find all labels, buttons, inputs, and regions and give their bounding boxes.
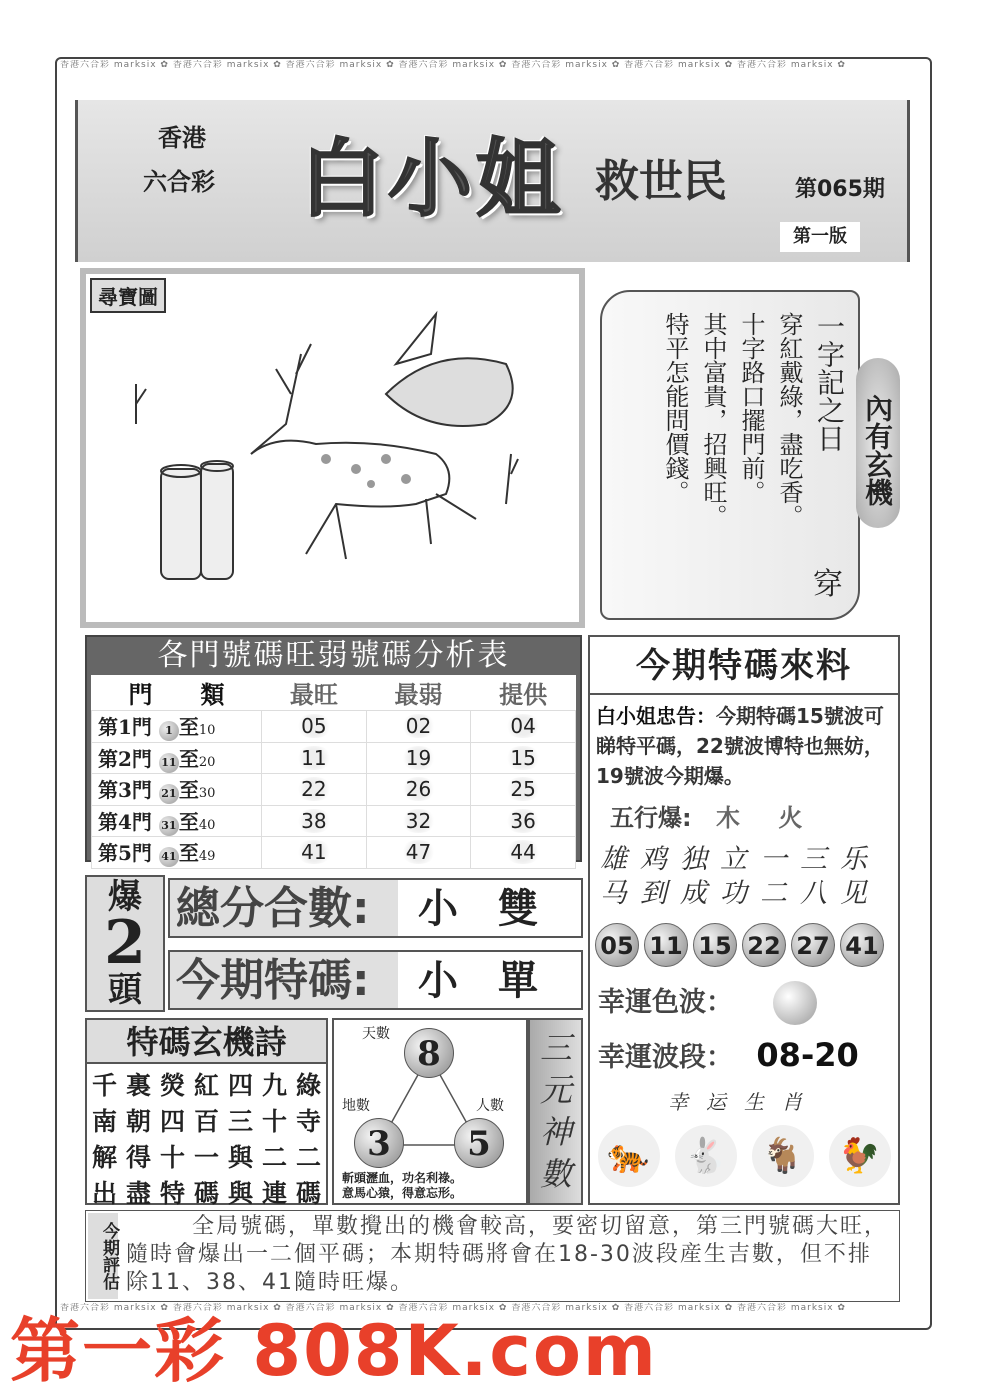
lucky-range [598, 1035, 859, 1078]
poem-char: 碼 [295, 1179, 321, 1208]
number-ball: 41 [840, 923, 884, 967]
range-from: 1 [159, 721, 179, 741]
strong-number: 38 [295, 809, 332, 833]
riddle-answer: 穿 [813, 567, 843, 602]
poem-char: 九 [261, 1071, 287, 1100]
lucky-range-label: 幸運波段： [598, 1042, 733, 1073]
offer-cell [471, 742, 576, 774]
number-ball: 27 [791, 923, 835, 967]
special-code-row [168, 950, 583, 1010]
earth-number: 3 [354, 1118, 404, 1168]
range-to: 10 [198, 723, 216, 739]
human-number: 5 [454, 1118, 504, 1168]
treasure-map-panel [80, 268, 585, 628]
offer-cell [471, 837, 576, 869]
riddle-line: 其中富貴，招興旺。 [699, 312, 727, 528]
offer-number: 25 [504, 777, 541, 801]
poem-line [88, 1102, 326, 1138]
heaven-label: 天數 [362, 1026, 390, 1042]
poem-char: 與 [227, 1179, 253, 1208]
analysis-table [85, 635, 582, 866]
strong-number: 05 [295, 714, 332, 738]
riddle-line: 特平怎能問價錢。 [661, 312, 689, 504]
poem-char: 十 [159, 1143, 185, 1172]
poem-char: 綠 [295, 1071, 321, 1100]
zodiac-icon: 🐇 [675, 1125, 737, 1187]
lucky-zodiac-label: 幸运生肖 [668, 1090, 820, 1114]
zodiac-icon: 🐅 [598, 1125, 660, 1187]
gate-label: 第5門 [98, 841, 152, 866]
poem-char: 千 [91, 1071, 117, 1100]
table-row [92, 805, 576, 837]
hidden-meaning-badge: 內有玄機 [856, 358, 900, 528]
poem-line [88, 1066, 326, 1102]
range-to-label: 至 [178, 746, 199, 771]
total-sum-row [168, 878, 583, 938]
table-row [92, 711, 576, 743]
human-label: 人數 [476, 1098, 504, 1114]
range-to: 30 [198, 786, 216, 802]
offer-number: 04 [504, 714, 541, 738]
poem-char: 四 [159, 1107, 185, 1136]
analysis-table-title: 各門號碼旺弱號碼分析表 [157, 638, 510, 673]
burst-number: 2 [104, 908, 146, 978]
zodiac-icon: 🐓 [829, 1125, 891, 1187]
col-header: 最旺 [289, 681, 338, 709]
advice [596, 701, 894, 791]
gate-cell [92, 837, 262, 869]
offer-number: 15 [504, 746, 541, 770]
poem-title: 特碼玄機詩 [87, 1020, 326, 1064]
poem-char: 朝 [125, 1107, 151, 1136]
offer-number: 44 [504, 840, 541, 864]
poem-char: 百 [193, 1107, 219, 1136]
strong-cell [262, 837, 367, 869]
issue-number: 第065期 [795, 177, 885, 202]
evaluation-text: 全局號碼，單數攪出的機會較高，要密切留意，第三門號碼大旺，隨時會爆出一二個平碼；本期特碼將會在18-30波段産生吉數，但不排除11、38、41隨時旺爆。 [126, 1214, 889, 1295]
range-to: 40 [198, 817, 216, 833]
range-from: 31 [159, 816, 179, 836]
riddle-text [655, 312, 845, 602]
triad-side-title: 三元神數 [528, 1018, 583, 1205]
deer-illustration [86, 274, 579, 622]
weak-number: 32 [400, 809, 437, 833]
burst-bottom: 頭 [108, 970, 142, 1010]
range-to-label: 至 [178, 715, 199, 740]
weak-cell [366, 711, 471, 743]
poem-char: 三 [227, 1107, 253, 1136]
poem-char: 連 [261, 1179, 287, 1208]
header-region: 香港 [158, 123, 206, 152]
gate-label: 第4門 [98, 809, 152, 834]
poem-char: 紅 [193, 1071, 219, 1100]
weak-number: 19 [400, 746, 437, 770]
strong-cell [262, 742, 367, 774]
strong-cell [262, 711, 367, 743]
gate-label: 第1門 [98, 715, 152, 740]
triad-phrases [342, 1171, 462, 1201]
poem-char: 南 [91, 1107, 117, 1136]
riddle-line: 十字路口擺門前。 [737, 312, 765, 504]
edition-badge: 第一版 [780, 222, 860, 252]
strong-number: 22 [295, 777, 332, 801]
riddle-line: 穿紅戴綠，盡吃香。 [775, 312, 803, 528]
advice-label: 白小姐忠告： [596, 704, 716, 728]
gate-cell [92, 805, 262, 837]
offer-cell [471, 774, 576, 806]
gate-cell [92, 742, 262, 774]
weak-cell [366, 742, 471, 774]
recommended-numbers [595, 923, 889, 967]
brand-title: 白小姐 [300, 130, 565, 228]
weak-cell [366, 774, 471, 806]
poem-char: 解 [91, 1143, 117, 1172]
riddle-first-column [811, 312, 845, 602]
element: 火 [778, 804, 803, 832]
weak-cell [366, 805, 471, 837]
strong-number: 11 [295, 746, 332, 770]
total-sum-value: 小雙 [418, 886, 578, 932]
poem-line [88, 1138, 326, 1174]
verse-line: 马到成功二八见 [600, 878, 880, 909]
triad-phrase: 意馬心猿，得意忘形。 [342, 1186, 463, 1200]
number-ball: 05 [595, 923, 639, 967]
poem-char: 熒 [159, 1071, 185, 1100]
evaluation-label: 今期評估 [88, 1213, 118, 1299]
poem-char: 出 [91, 1179, 117, 1208]
burst-top: 爆 [108, 877, 142, 917]
table-row [92, 742, 576, 774]
offer-cell [471, 711, 576, 743]
poem-char: 碼 [193, 1179, 219, 1208]
special-info-panel [588, 635, 900, 1205]
col-header: 門 類 [128, 681, 225, 709]
range-to: 49 [198, 849, 216, 865]
number-ball: 22 [742, 923, 786, 967]
triad-panel [332, 1018, 528, 1205]
offer-cell [471, 805, 576, 837]
element: 木 [715, 804, 740, 832]
lucky-color-label: 幸運色波： [598, 987, 733, 1018]
triad-phrase: 斬頭瀝血，功名利祿。 [342, 1171, 463, 1185]
strong-cell [262, 774, 367, 806]
range-to-label: 至 [178, 841, 199, 866]
col-header: 提供 [499, 681, 548, 709]
poem-char: 四 [227, 1071, 253, 1100]
range-to-label: 至 [178, 778, 199, 803]
strong-cell [262, 805, 367, 837]
lucky-zodiacs [590, 1125, 898, 1187]
special-code-value: 小單 [418, 958, 578, 1004]
number-ball: 11 [644, 923, 688, 967]
weak-cell [366, 837, 471, 869]
site-watermark: 第一彩 808K.com [10, 1310, 658, 1392]
poem-char: 二 [261, 1143, 287, 1172]
earth-label: 地數 [342, 1098, 370, 1114]
watermark-strip-bottom: 香港六合彩 marksix ✿ 香港六合彩 marksix ✿ 香港六合彩 marksix ✿ 香港六合彩 marksix ✿ 香港六合彩 marksix ✿ 香港六合彩 marksix ✿ 香港六合彩 marksix ✿ [60, 1303, 846, 1313]
poem-char: 十 [261, 1107, 287, 1136]
handwritten-verse [600, 843, 880, 911]
poem-line [88, 1174, 326, 1210]
five-elements [610, 803, 802, 833]
poem-char: 特 [159, 1179, 185, 1208]
treasure-map-label: 尋寶圖 [90, 278, 166, 313]
range-to: 20 [198, 754, 216, 770]
heaven-number: 8 [404, 1028, 454, 1078]
watermark-strip-top: 香港六合彩 marksix ✿ 香港六合彩 marksix ✿ 香港六合彩 marksix ✿ 香港六合彩 marksix ✿ 香港六合彩 marksix ✿ 香港六合彩 marksix ✿ 香港六合彩 marksix ✿ [60, 60, 846, 70]
range-from: 21 [159, 784, 179, 804]
range-to-label: 至 [178, 809, 199, 834]
zodiac-icon: 🐐 [752, 1125, 814, 1187]
poem-char: 得 [125, 1143, 151, 1172]
poem-char: 與 [227, 1143, 253, 1172]
weak-number: 47 [400, 840, 437, 864]
gate-cell [92, 774, 262, 806]
poem-char: 盡 [125, 1179, 151, 1208]
poem-char: 一 [193, 1143, 219, 1172]
riddle-line: 一字記之日 [813, 312, 846, 452]
col-header: 最弱 [394, 681, 443, 709]
special-info-title: 今期特碼來料 [590, 637, 898, 695]
table-row [92, 774, 576, 806]
five-elements-label: 五行爆: [610, 804, 692, 832]
poem-char: 二 [295, 1143, 321, 1172]
advice-text: 今期特碼15號波可睇特平碼，22號波博特也無妨，19號波今期爆。 [596, 704, 884, 788]
total-sum-label: 總分合數: [170, 880, 398, 936]
poem-char: 寺 [295, 1107, 321, 1136]
gate-label: 第3門 [98, 778, 152, 803]
lucky-color [598, 981, 817, 1025]
offer-number: 36 [504, 809, 541, 833]
lucky-range-value: 08-20 [756, 1036, 859, 1074]
evaluation-panel [85, 1210, 900, 1302]
gate-label: 第2門 [98, 746, 152, 771]
special-code-label: 今期特碼: [170, 952, 398, 1008]
range-from: 11 [159, 753, 179, 773]
header-subtitle: 救世民 [595, 156, 727, 207]
lucky-color-ball [773, 981, 817, 1025]
weak-number: 02 [400, 714, 437, 738]
poem-panel [85, 1018, 328, 1208]
strong-number: 41 [295, 840, 332, 864]
burst-badge [85, 875, 165, 1012]
weak-number: 26 [400, 777, 437, 801]
range-from: 41 [159, 847, 179, 867]
gate-cell [92, 711, 262, 743]
number-ball: 15 [693, 923, 737, 967]
verse-line: 雄鸡独立一三乐 [600, 844, 880, 875]
table-row [92, 837, 576, 869]
poem-char: 裏 [125, 1071, 151, 1100]
header-lottery: 六合彩 [143, 167, 215, 196]
